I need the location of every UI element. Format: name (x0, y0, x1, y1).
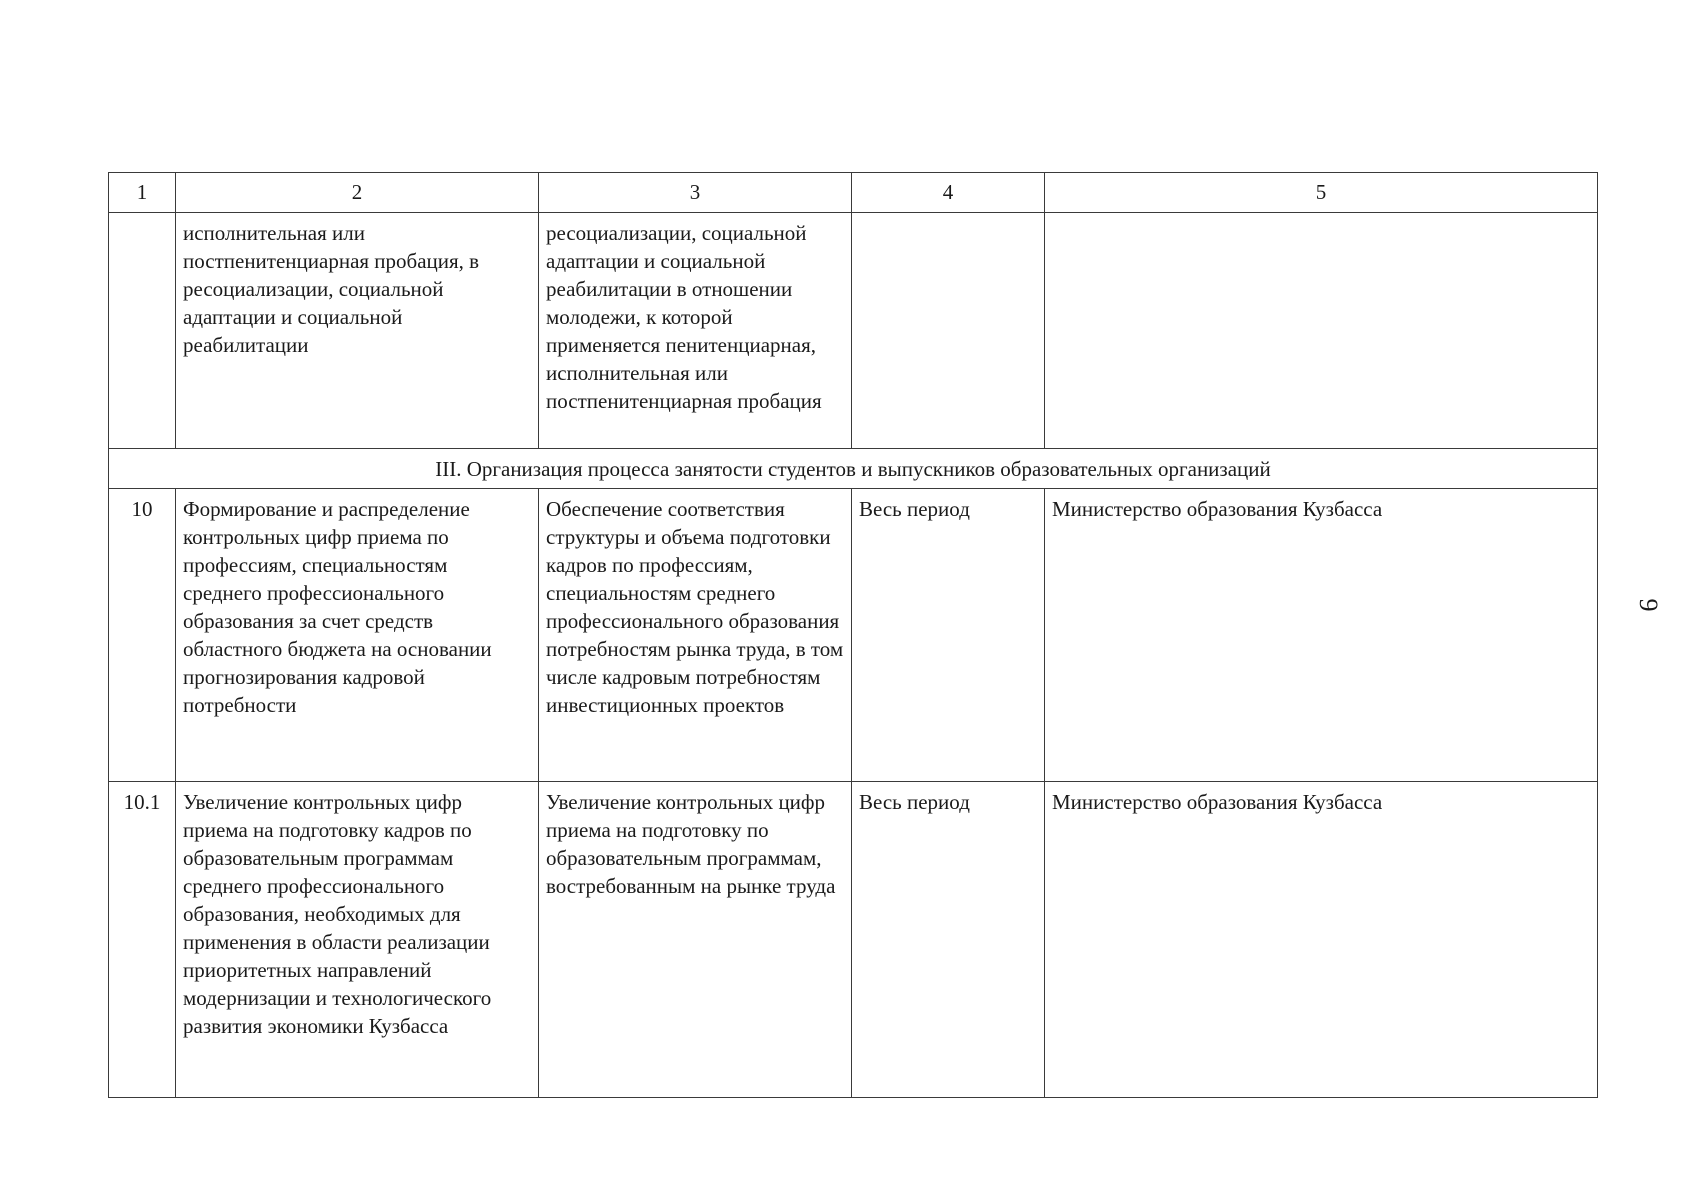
period-cell: Весь период (852, 782, 1045, 1098)
activity-cell: Формирование и распределение контрольных цифр приема по профессиям, специальностям среднего профессионального образования за счет средств областного бюджета на основании прогнозирования кадровой потребности (176, 489, 539, 782)
column-header-4: 4 (852, 173, 1045, 213)
period-cell: Весь период (852, 489, 1045, 782)
executor-cell (1045, 213, 1598, 449)
activity-cell: исполнительная или постпенитенциарная пробация, в ресоциализации, социальной адаптации и социальной реабилитации (176, 213, 539, 449)
plan-table (108, 172, 1598, 1098)
page-number: 9 (1634, 598, 1663, 612)
result-cell: Обеспечение соответствия структуры и объема подготовки кадров по профессиям, специальностям среднего профессионального образования потребностям рынка труда, в том числе кадровым потребностям инвестиционных проектов (539, 489, 852, 782)
row-number: 10.1 (109, 782, 176, 1098)
section-row (109, 449, 1598, 489)
column-header-5: 5 (1045, 173, 1598, 213)
activity-cell: Увеличение контрольных цифр приема на подготовку кадров по образовательным программам среднего профессионального образования, необходимых для применения в области реализации приоритетных направлений модернизации и технологического развития экономики Кузбасса (176, 782, 539, 1098)
section-title: III. Организация процесса занятости студентов и выпускников образовательных организаций (109, 449, 1598, 489)
result-cell: Увеличение контрольных цифр приема на подготовку по образовательным программам, востребованным на рынке труда (539, 782, 852, 1098)
result-cell: ресоциализации, социальной адаптации и социальной реабилитации в отношении молодежи, к которой применяется пенитенциарная, исполнительная или постпенитенциарная пробация (539, 213, 852, 449)
executor-cell: Министерство образования Кузбасса (1045, 489, 1598, 782)
column-header-3: 3 (539, 173, 852, 213)
column-header-1: 1 (109, 173, 176, 213)
row-number: 10 (109, 489, 176, 782)
column-number-row (109, 173, 1598, 213)
table-row (109, 489, 1598, 782)
executor-cell: Министерство образования Кузбасса (1045, 782, 1598, 1098)
column-header-2: 2 (176, 173, 539, 213)
period-cell (852, 213, 1045, 449)
table-row (109, 782, 1598, 1098)
row-number (109, 213, 176, 449)
table-row-continued (109, 213, 1598, 449)
